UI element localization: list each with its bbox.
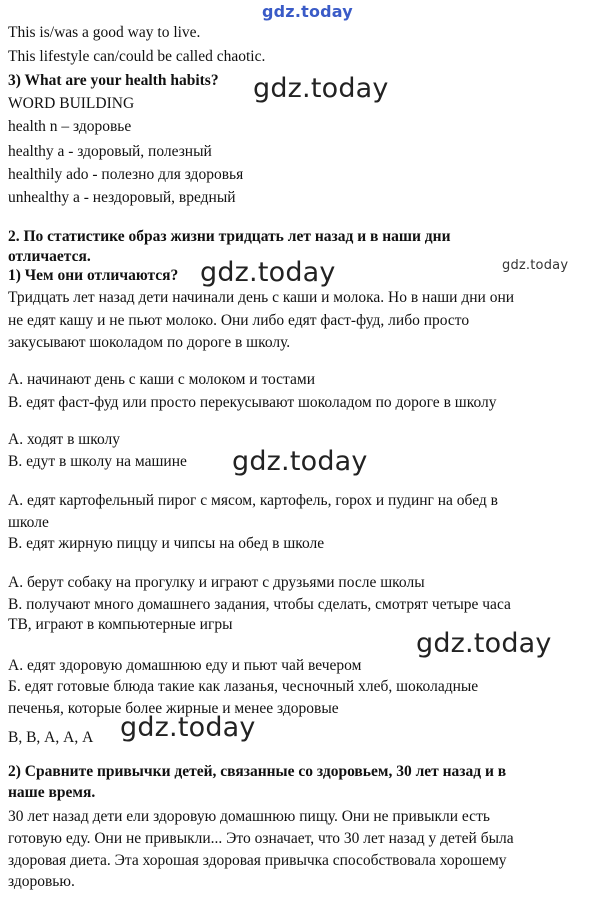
vocab-item: healthily ado - полезно для здоровья: [8, 166, 244, 183]
watermark-4: gdz.today: [416, 628, 552, 659]
watermark-3: gdz.today: [232, 446, 368, 477]
answer-line: А. едят здоровую домашнюю еду и пьют чай вечером: [8, 657, 362, 674]
paragraph-line: здоровая диета. Эта хорошая здоровая привычка способствовала хорошему: [8, 852, 507, 869]
answer-line: Б. едят готовые блюда такие как лазанья, чесночный хлеб, шоколадные: [8, 678, 479, 695]
answer-line: В. получают много домашнего задания, чтобы сделать, смотрят четыре часа: [8, 596, 511, 613]
question-heading: наше время.: [8, 784, 96, 801]
paragraph-line: не едят кашу и не пьют молоко. Они либо едят фаст-фуд, либо просто: [8, 312, 470, 329]
text-line: This lifestyle can/could be called chaotic.: [8, 48, 266, 65]
paragraph-line: 30 лет назад дети ели здоровую домашнюю пищу. Они не привыкли есть: [8, 808, 490, 825]
answer-line: ТВ, играют в компьютерные игры: [8, 616, 233, 633]
paragraph-line: закусывают шоколадом по дороге в школу.: [8, 334, 291, 351]
answer-line: печенья, которые более жирные и менее здоровые: [8, 700, 339, 717]
answer-line: В. едят фаст-фуд или просто перекусывают шоколадом по дороге в школу: [8, 394, 497, 411]
paragraph-line: Тридцать лет назад дети начинали день с каши и молока. Но в наши дни они: [8, 289, 515, 306]
question-heading: 2) Сравните привычки детей, связанные со здоровьем, 30 лет назад и в: [8, 763, 507, 780]
answer-line: А. ходят в школу: [8, 431, 120, 448]
section-heading: WORD BUILDING: [8, 95, 135, 112]
answer-line: А. начинают день с каши с молоком и тостами: [8, 371, 316, 388]
vocab-item: health n – здоровье: [8, 118, 132, 135]
answer-line: А. берут собаку на прогулку и играют с друзьями после школы: [8, 574, 425, 591]
answer-line: В. едят жирную пиццу и чипсы на обед в школе: [8, 535, 325, 552]
text-line: This is/was a good way to live.: [8, 24, 201, 41]
watermark-1: gdz.today: [253, 73, 389, 104]
answer-line: В. едут в школу на машине: [8, 453, 187, 470]
question-heading: 3) What are your health habits?: [8, 72, 219, 89]
answer-key: В, В, А, А, А: [8, 729, 94, 746]
paragraph-line: здоровью.: [8, 873, 75, 890]
vocab-item: unhealthy a - нездоровый, вредный: [8, 189, 236, 206]
answer-line: школе: [8, 514, 49, 531]
paragraph-line: готовую еду. Они не привыкли... Это означает, что 30 лет назад у детей была: [8, 830, 514, 847]
watermark-5: gdz.today: [120, 712, 256, 743]
watermark-2: gdz.today: [200, 257, 336, 288]
watermark-top: gdz.today: [262, 2, 353, 21]
question-heading: 1) Чем они отличаются?: [8, 267, 179, 284]
task-heading: 2. По статистике образ жизни тридцать лет назад и в наши дни: [8, 228, 451, 245]
vocab-item: healthy a - здоровый, полезный: [8, 143, 212, 160]
answer-line: А. едят картофельный пирог с мясом, картофель, горох и пудинг на обед в: [8, 492, 498, 509]
watermark-small: gdz.today: [502, 258, 569, 273]
task-heading: отличается.: [8, 248, 91, 265]
